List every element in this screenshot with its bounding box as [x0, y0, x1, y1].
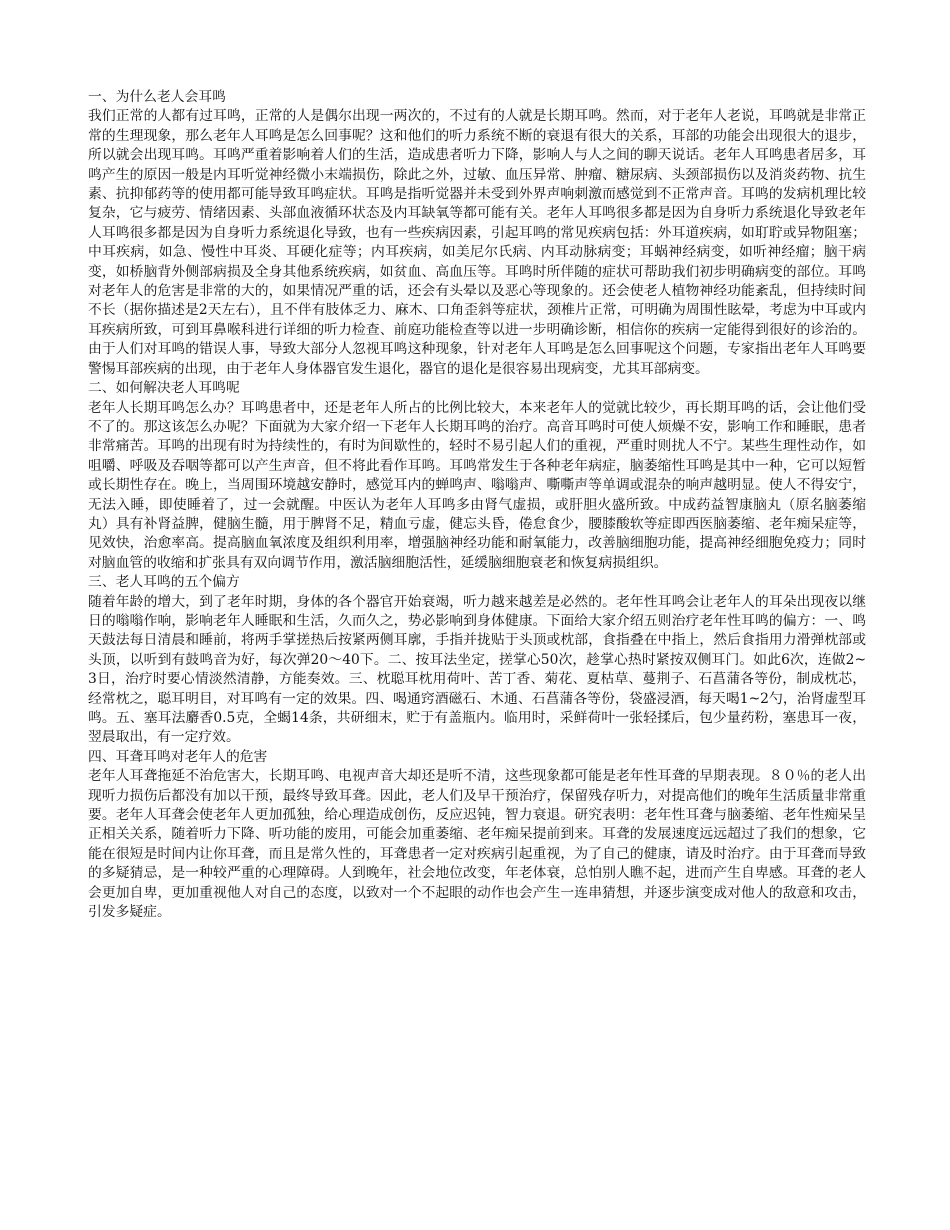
section-body: 老年人长期耳鸣怎么办？耳鸣患者中，还是老年人所占的比例比较大，本来老年人的觉就比较少，再长期耳鸣的话，会让他们受不了的。那这该怎么办呢？下面就为大家介绍一下老年人长期耳鸣的治疗。高音耳鸣时可使人烦燥不安，影响工作和睡眠，患者非常痛苦。耳鸣的出现有时为持续性的，有时为间歇性的，轻时不易引起人们的重视，严重时则扰人不宁。某些生理性动作，如咀嚼、呼吸及吞咽等都可以产生声音，但不将此看作耳鸣。耳鸣常发生于各种老年病症，脑萎缩性耳鸣是其中一种，它可以短暂或长期性存在。晚上，当周围环境越安静时，感觉耳内的蝉鸣声、嗡嗡声、嘶嘶声等单调或混杂的响声越明显。使人不得安宁，无法入睡，即使睡着了，过一会就醒。中医认为老年人耳鸣多由肾气虚损，或肝胆火盛所致。中成药益智康脑丸（原名脑萎缩丸）具有补肾益脾，健脑生髓，用于脾肾不足，精血亏虚，健忘头昏，倦怠食少，腰膝酸软等症即西医脑萎缩、老年痴呆症等，见效快，治愈率高。提高脑血氧浓度及组织利用率，增强脑神经功能和耐氧能力，改善脑细胞功能，提高神经细胞免疫力；同时对脑血管的收缩和扩张具有双向调节作用，激活脑细胞活性，延缓脑细胞衰老和恢复病损组织。: [88, 399, 866, 571]
section-body: 我们正常的人都有过耳鸣，正常的人是偶尔出现一两次的，不过有的人就是长期耳鸣。然而，对于老年人老说，耳鸣就是非常正常的生理现象，那么老年人耳鸣是怎么回事呢？这和他们的听力系统不断的衰退有很大的关系，耳部的功能会出现很大的退步，所以就会出现耳鸣。耳鸣严重着影响着人们的生活，造成患者听力下降，影响人与人之间的聊天说话。老年人耳鸣患者居多，耳鸣产生的原因一般是内耳听觉神经微小末端损伤，除此之外，过敏、血压异常、肿瘤、糖尿病、头颈部损伤以及消炎药物、抗生素、抗抑郁药等的使用都可能导致耳鸣症状。耳鸣是指听觉器并未受到外界声响刺激而感觉到不正常声音。耳鸣的发病机理比较复杂，它与疲劳、情绪因素、头部血液循环状态及内耳缺氧等都可能有关。老年人耳鸣很多都是因为自身听力系统退化导致老年人耳鸣很多都是因为自身听力系统退化导致，也有一些疾病因素，引起耳鸣的常见疾病包括：外耳道疾病，如耵聍或异物阻塞；中耳疾病，如急、慢性中耳炎、耳硬化症等；内耳疾病，如美尼尔氏病、内耳动脉病变；耳蜗神经病变，如听神经瘤；脑干病变，如桥脑背外侧部病损及全身其他系统疾病，如贫血、高血压等。耳鸣时所伴随的症状可帮助我们初步明确病变的部位。耳鸣对老年人的危害是非常的大的，如果情况严重的话，还会有头晕以及恶心等现象的。还会使老人植物神经功能紊乱，但持续时间不长（据你描述是2天左右），且不伴有肢体乏力、麻木、口角歪斜等症状，颈椎片正常，可明确为周围性眩晕，考虑为中耳或内耳疾病所致，可到耳鼻喉科进行详细的听力检查、前庭功能检查等以进一步明确诊断，相信你的疾病一定能得到很好的诊治的。由于人们对耳鸣的错误人事，导致大部分人忽视耳鸣这种现象，针对老年人耳鸣是怎么回事呢这个问题，专家指出老年人耳鸣要警惕耳部疾病的出现，由于老年人身体器官发生退化，器官的退化是很容易出现病变，尤其耳部病变。: [88, 108, 866, 377]
section-body: 老年人耳聋拖延不治危害大，长期耳鸣、电视声音大却还是听不清，这些现象都可能是老年性耳聋的早期表现。８０％的老人出现听力损伤后都没有加以干预，最终导致耳聋。因此，老人们及早干预治疗，保留残存听力，对提高他们的晚年生活质量非常重要。老年人耳聋会使老年人更加孤独，给心理造成创伤，反应迟钝，智力衰退。研究表明：老年性耳聋与脑萎缩、老年性痴呆呈正相关关系，随着听力下降、听功能的废用，可能会加重萎缩、老年痴呆提前到来。耳聋的发展速度远远超过了我们的想象，它能在很短是时间内让你耳聋，而且是常久性的，耳聋患者一定对疾病引起重视，为了自己的健康，请及时治疗。由于耳聋而导致的多疑猜忌，是一种较严重的心理障碍。人到晚年，社会地位改变，年老体衰，总怕别人瞧不起，进而产生自卑感。耳聋的老人会更加自卑，更加重视他人对自己的态度，以致对一个不起眼的动作也会产生一连串猜想，并逐步演变成对他人的敌意和攻击，引发多疑症。: [88, 768, 866, 921]
section-heading: 一、为什么老人会耳鸣: [88, 89, 226, 105]
section-how-to-solve-tinnitus: [88, 379, 866, 573]
document: [88, 88, 866, 922]
section-body: 随着年龄的增大，到了老年时期，身体的各个器官开始衰竭，听力越来越差是必然的。老年性耳鸣会让老年人的耳朵出现夜以继日的嗡嗡作响，影响老年人睡眠和生活，久而久之，势必影响到身体健康。下面给大家介绍五则治疗老年性耳鸣的偏方：一、鸣天鼓法每日清晨和睡前，将两手掌搓热后按紧两侧耳廓，手指并拢贴于头顶或枕部，食指叠在中指上，然后食指用力滑弹枕部或头顶，以听到有鼓鸣音为好，每次弹20～40下。二、按耳法坐定，搓掌心50次，趁掌心热时紧按双侧耳门。如此6次，连做2~3日，治疗时要心情淡然清静，方能奏效。三、枕聪耳枕用荷叶、苦丁香、菊花、夏枯草、蔓荆子、石菖蒲各等份，制成枕芯，经常枕之，聪耳明目，对耳鸣有一定的效果。四、喝通窍酒磁石、木通、石菖蒲各等份，袋盛浸酒，每天喝1~2勺，治肾虚型耳鸣。五、塞耳法麝香0.5克，全蝎14条，共研细末，贮于有盖瓶内。临用时，采鲜荷叶一张轻揉后，包少量药粉，塞患耳一夜，翌晨取出，有一定疗效。: [88, 593, 866, 746]
section-heading: 二、如何解决老人耳鸣呢: [88, 380, 240, 397]
section-heading: 四、耳聋耳鸣对老年人的危害: [88, 748, 268, 765]
section-why-elderly-tinnitus: [88, 88, 866, 379]
section-hearing-loss-harm: [88, 748, 866, 923]
section-five-remedies: [88, 573, 866, 748]
section-heading: 三、老人耳鸣的五个偏方: [88, 574, 240, 591]
